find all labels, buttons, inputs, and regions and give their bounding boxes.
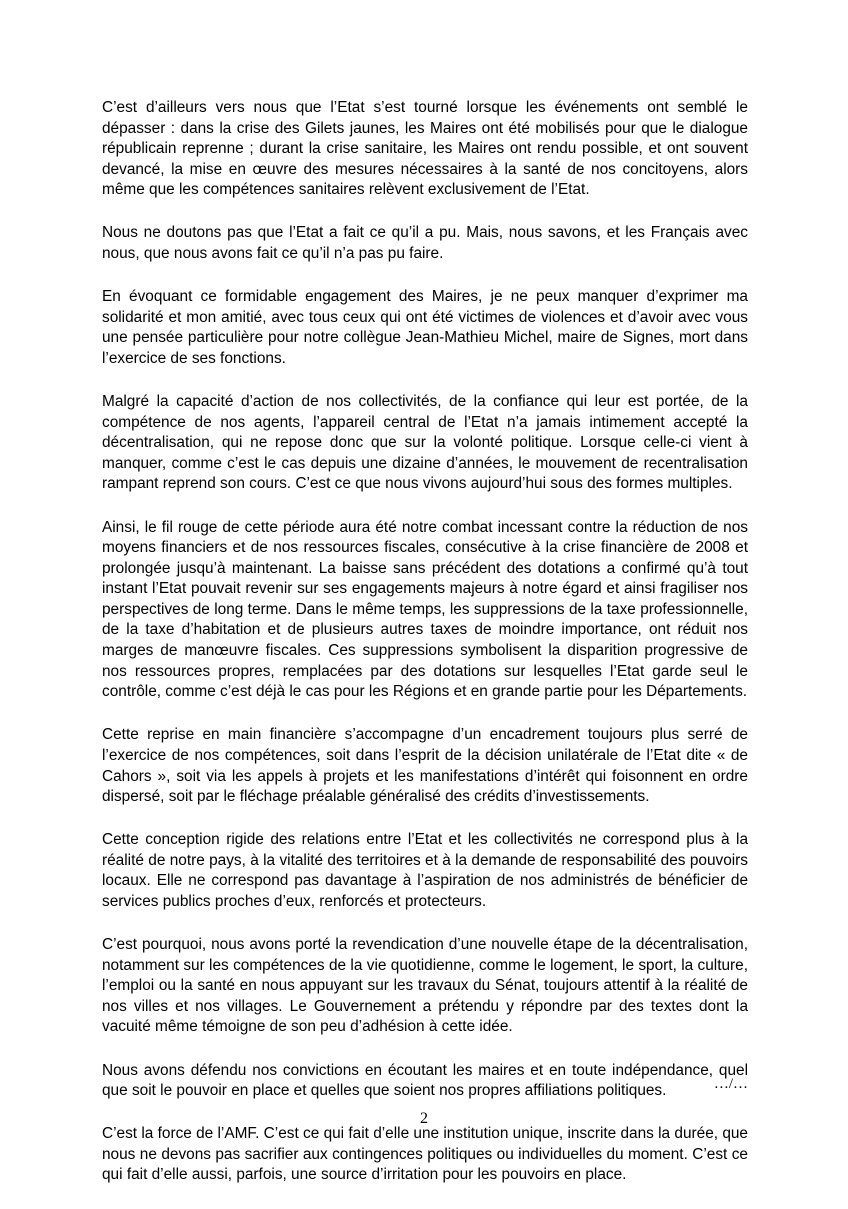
continuation-mark: …/… — [713, 1076, 748, 1092]
paragraph-9: Nous avons défendu nos convictions en écoutant les maires et en toute indépendance, quel que soit le pouvoir en place et quelles que soient nos propres affiliations politiques. — [102, 1061, 748, 1100]
paragraph-8: C’est pourquoi, nous avons porté la revendication d’une nouvelle étape de la décentralisation, notamment sur les compétences de la vie quotidienne, comme le logement, le sport, la culture, l’emploi ou la santé en nous appuyant sur les travaux du Sénat, toujours attentif à la réalité de nos villes et nos villages. Le Gouvernement a prétendu y répondre par des textes dont la vacuité même témoigne de son peu d’adhésion à cette idée. — [102, 936, 748, 1036]
page-number: 2 — [420, 1110, 428, 1127]
paragraph-7: Cette conception rigide des relations entre l’Etat et les collectivités ne correspond plus à la réalité de notre pays, à la vitalité des territoires et à la demande de responsabilité des pouvoirs locaux. Elle ne correspond pas davantage à l’aspiration de nos administrés de bénéficier de services publics proches d’eux, renforcés et protecteurs. — [102, 831, 748, 910]
paragraph-1: C’est d’ailleurs vers nous que l’Etat s’est tourné lorsque les événements ont semblé le dépasser : dans la crise des Gilets jaunes, les Maires ont été mobilisés pour que le dialogue républicain reprenne ; durant la crise sanitaire, les Maires ont rendu possible, et ont souvent devancé, la mise en œuvre des mesures nécessaires à la santé de nos concitoyens, alors même que les compétences sanitaires relèvent exclusivement de l’Etat. — [102, 99, 748, 199]
paragraph-10: C’est la force de l’AMF. C’est ce qui fait d’elle une institution unique, inscrite dans la durée, que nous ne devons pas sacrifier aux contingences politiques ou individuelles du moment. C’est ce qui fait d’elle aussi, parfois, une source d’irritation pour les pouvoirs en place. — [102, 1125, 748, 1184]
paragraph-2: Nous ne doutons pas que l’Etat a fait ce qu’il a pu. Mais, nous savons, et les Français avec nous, que nous avons fait ce qu’il n’a pas pu faire. — [102, 224, 748, 263]
paragraph-6: Cette reprise en main financière s’accompagne d’un encadrement toujours plus serré de l’exercice de nos compétences, soit dans l’esprit de la décision unilatérale de l’Etat dite « de Cahors », soit via les appels à projets et les manifestations d’intérêt qui foisonnent en ordre dispersé, soit par le fléchage préalable généralisé des crédits d’investissements. — [102, 726, 748, 806]
document-body — [102, 98, 748, 1209]
paragraph-5: Ainsi, le fil rouge de cette période aura été notre combat incessant contre la réduction de nos moyens financiers et de nos ressources fiscales, consécutive à la crise financière de 2008 et prolongée jusqu’à maintenant. La baisse sans précédent des dotations a confirmé qu’à tout instant l’Etat pouvait revenir sur ses engagements majeurs à notre égard et ainsi fragiliser nos perspectives de long terme. Dans le même temps, les suppressions de la taxe professionnelle, de la taxe d’habitation et de plusieurs autres taxes de moindre importance, ont réduit nos marges de manœuvre fiscales. Ces suppressions symbolisent la disparition progressive de nos ressources propres, remplacées par des dotations sur lesquelles l’Etat garde seul le contrôle, comme c’est déjà le cas pour les Régions et en grande partie pour les Départements. — [102, 518, 748, 701]
paragraph-4: Malgré la capacité d’action de nos collectivités, de la confiance qui leur est portée, de la compétence de nos agents, l’appareil central de l’Etat n’a jamais intimement accepté la décentralisation, qui ne repose donc que sur la volonté politique. Lorsque celle-ci vient à manquer, comme c’est le cas depuis une dizaine d’années, le mouvement de recentralisation rampant reprend son cours. C’est ce que nous vivons aujourd’hui sous des formes multiples. — [102, 393, 748, 493]
paragraph-3: En évoquant ce formidable engagement des Maires, je ne peux manquer d’exprimer ma solidarité et mon amitié, avec tous ceux qui ont été victimes de violences et d’avoir avec vous une pensée particulière pour notre collègue Jean-Mathieu Michel, maire de Signes, mort dans l’exercice de ses fonctions. — [102, 288, 748, 367]
